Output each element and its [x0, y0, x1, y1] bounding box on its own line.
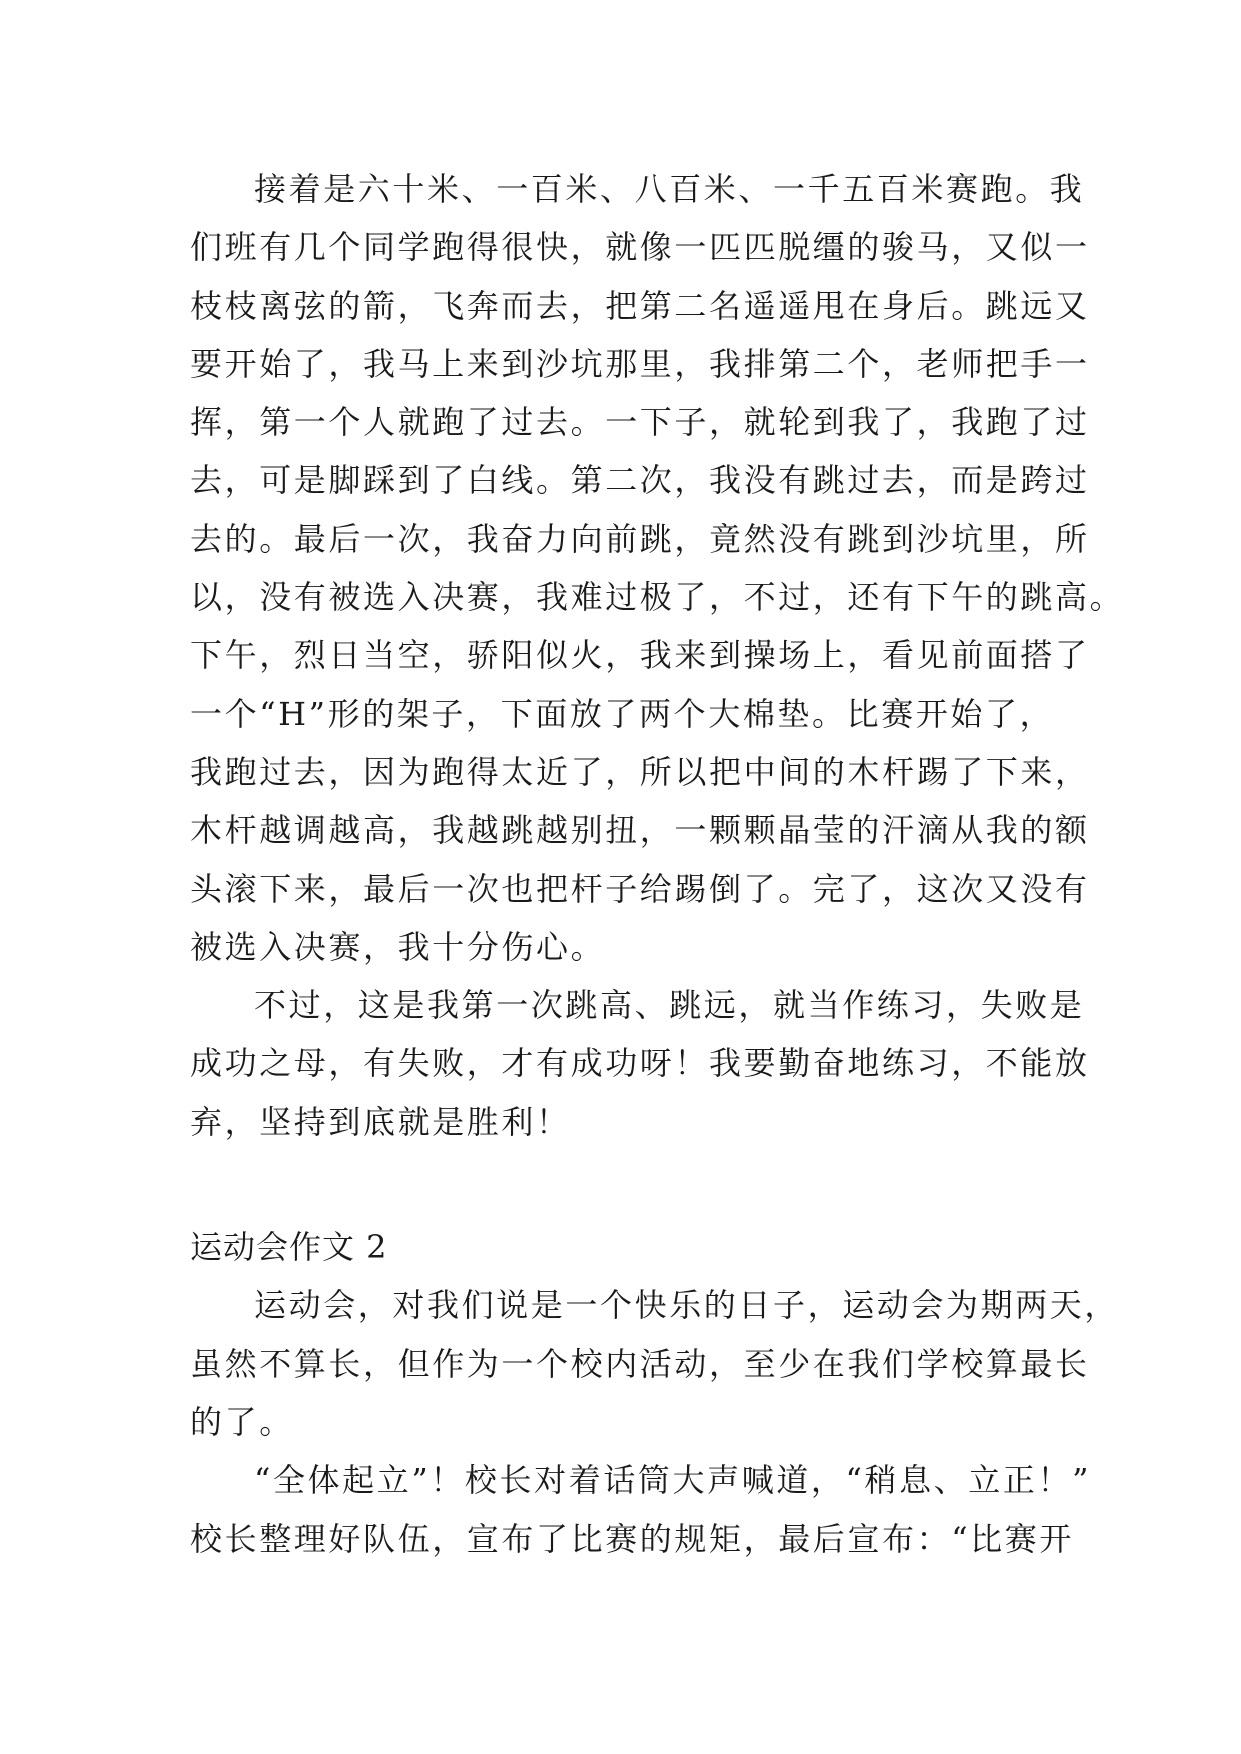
paragraph-line: 去，可是脚踩到了白线。第二次，我没有跳过去，而是跨过	[190, 461, 1090, 500]
paragraph-line: 不过，这是我第一次跳高、跳远，就当作练习，失败是	[254, 986, 1085, 1025]
paragraph-line: 木杆越调越高，我越跳越别扭，一颗颗晶莹的汗滴从我的额	[190, 811, 1090, 850]
paragraph-line: 一个“H”形的架子，下面放了两个大棉垫。比赛开始了，	[190, 694, 1055, 733]
paragraph-3	[190, 1276, 1120, 1451]
document-body	[190, 160, 1125, 1568]
section-title: 运动会作文 2	[190, 1228, 388, 1267]
paragraph-line: 运动会，对我们说是一个快乐的日子，运动会为期两天，	[254, 1286, 1120, 1325]
paragraph-1	[190, 160, 1125, 976]
paragraph-4	[190, 1451, 1092, 1568]
paragraph-2	[190, 976, 1090, 1151]
paragraph-line: 的了。	[190, 1402, 294, 1441]
paragraph-line: 要开始了，我马上来到沙坑那里，我排第二个，老师把手一	[190, 344, 1090, 383]
paragraph-line: 头滚下来，最后一次也把杆子给踢倒了。完了，这次又没有	[190, 869, 1090, 908]
paragraph-line: 我跑过去，因为跑得太近了，所以把中间的木杆踢了下来，	[190, 752, 1090, 791]
paragraph-line: 以，没有被选入决赛，我难过极了，不过，还有下午的跳高。	[190, 578, 1125, 617]
paragraph-line: 们班有几个同学跑得很快，就像一匹匹脱缰的骏马，又似一	[190, 228, 1090, 267]
paragraph-line: 弃，坚持到底就是胜利！	[190, 1102, 571, 1141]
paragraph-line: 枝枝离弦的箭，飞奔而去，把第二名遥遥甩在身后。跳远又	[190, 286, 1090, 325]
paragraph-line: 去的。最后一次，我奋力向前跳，竟然没有跳到沙坑里，所	[190, 519, 1090, 558]
paragraph-spacer	[190, 1151, 1070, 1218]
paragraph-line: 校长整理好队伍，宣布了比赛的规矩，最后宣布：“比赛开	[190, 1519, 1074, 1558]
paragraph-line: 下午，烈日当空，骄阳似火，我来到操场上，看见前面搭了	[190, 636, 1090, 675]
paragraph-line: “全体起立”！校长对着话筒大声喊道，“稍息、立正！”	[254, 1461, 1092, 1500]
paragraph-line: 接着是六十米、一百米、八百米、一千五百米赛跑。我	[254, 170, 1085, 208]
paragraph-line: 被选入决赛，我十分伤心。	[190, 927, 606, 966]
paragraph-line: 虽然不算长，但作为一个校内活动，至少在我们学校算最长	[190, 1344, 1090, 1383]
paragraph-line: 挥，第一个人就跑了过去。一下子，就轮到我了，我跑了过	[190, 403, 1090, 442]
paragraph-line: 成功之母，有失败，才有成功呀！我要勤奋地练习，不能放	[190, 1044, 1090, 1083]
